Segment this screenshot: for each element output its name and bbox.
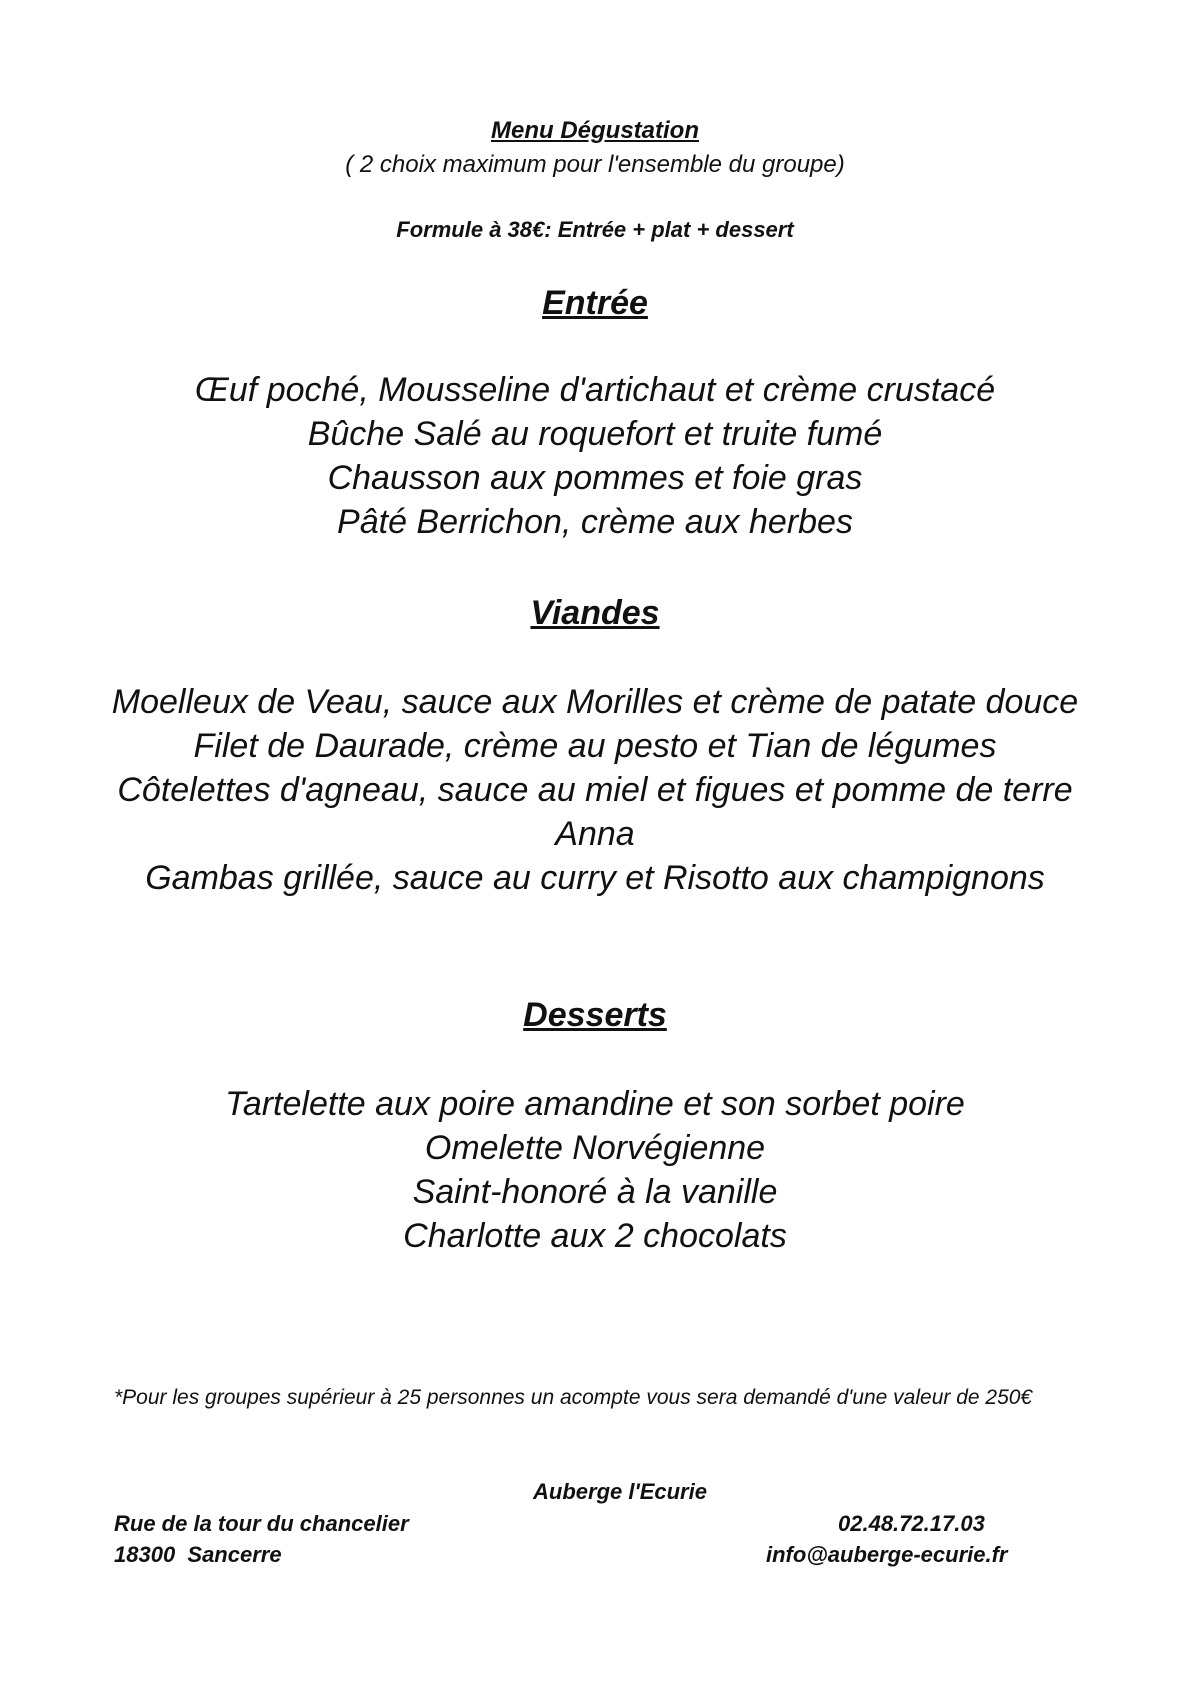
section-heading-viandes: Viandes [530,594,660,632]
email-address: info@auberge-ecurie.fr [766,1542,1008,1567]
list-item: Charlotte aux 2 chocolats [403,1217,787,1255]
list-item: Gambas grillée, sauce au curry et Risotto aux champignons [145,859,1045,897]
menu-title: Menu Dégustation [491,117,699,144]
list-item: Tartelette aux poire amandine et son sorbet poire [225,1085,965,1123]
list-item: Moelleux de Veau, sauce aux Morilles et crème de patate douce [111,683,1079,721]
menu-subtitle: ( 2 choix maximum pour l'ensemble du groupe) [345,151,845,178]
list-item: Œuf poché, Mousseline d'artichaut et crème crustacé [194,371,996,409]
list-item: Bûche Salé au roquefort et truite fumé [307,415,883,453]
address-street: Rue de la tour du chancelier [114,1511,409,1536]
address-city: 18300 Sancerre [114,1542,282,1567]
list-item: Chausson aux pommes et foie gras [327,459,863,497]
list-item: Omelette Norvégienne [424,1129,766,1167]
list-item: Saint-honoré à la vanille [412,1173,778,1211]
group-deposit-note: *Pour les groupes supérieur à 25 personnes un acompte vous sera demandé d'une valeur de 250€ [114,1386,1033,1409]
section-heading-entree: Entrée [542,284,648,322]
viandes-list [110,680,1080,900]
list-item: Côtelettes d'agneau, sauce au miel et figues et pomme de terre Anna [117,771,1073,853]
restaurant-name: Auberge l'Ecurie [533,1479,707,1504]
formula-price: Formule à 38€: Entrée + plat + dessert [396,217,794,242]
list-item: Filet de Daurade, crème au pesto et Tian de légumes [193,727,997,765]
list-item: Pâté Berrichon, crème aux herbes [337,503,853,541]
entree-list [0,368,1190,544]
desserts-list [0,1082,1190,1258]
section-heading-desserts: Desserts [523,996,667,1034]
phone-number: 02.48.72.17.03 [838,1511,985,1536]
